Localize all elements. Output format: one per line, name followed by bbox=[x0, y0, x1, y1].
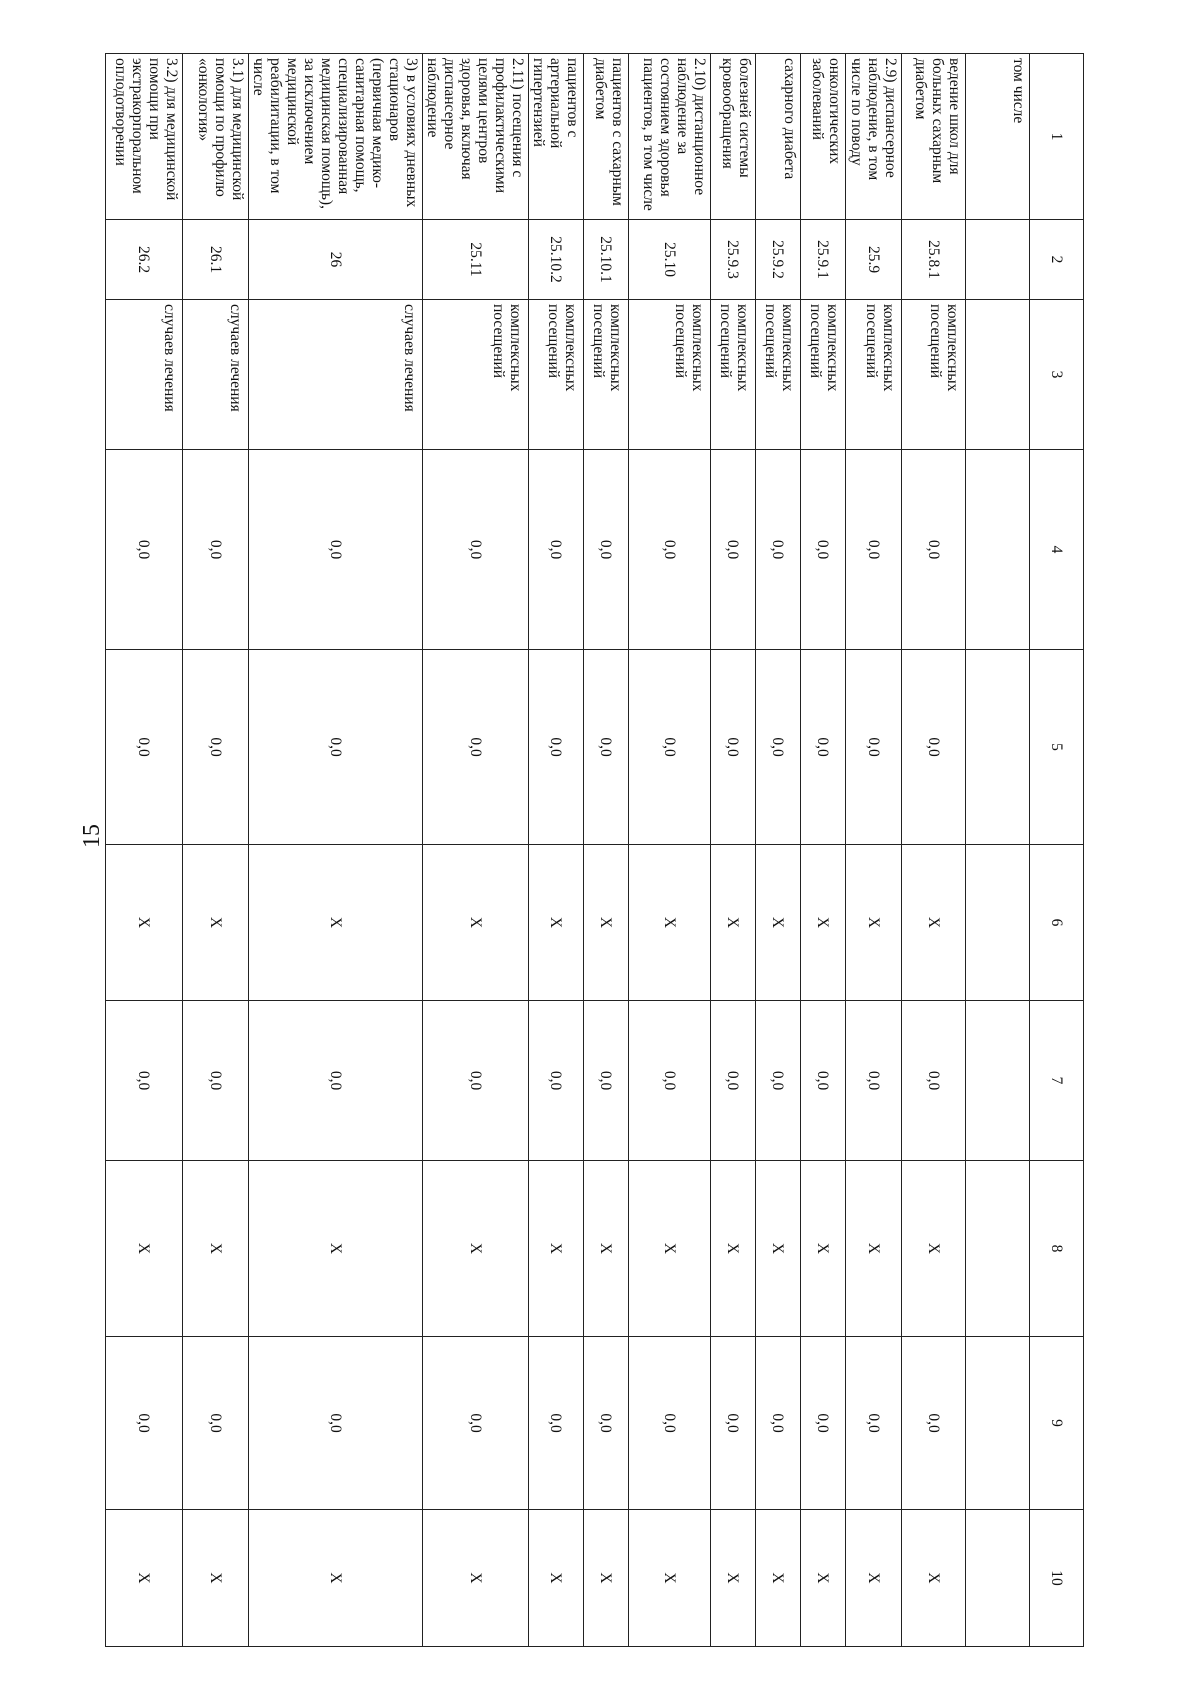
cell-col9: 0,0 bbox=[711, 1337, 756, 1510]
table-row bbox=[801, 54, 846, 1647]
table-container bbox=[112, 53, 1084, 1646]
cell-name: сахарного диабета bbox=[756, 54, 801, 220]
cell-col8: X bbox=[629, 1161, 711, 1337]
table-row bbox=[423, 54, 529, 1647]
cell-col10: X bbox=[423, 1510, 529, 1647]
table-row bbox=[629, 54, 711, 1647]
cell-col7: 0,0 bbox=[584, 1001, 629, 1161]
cell-col7: 0,0 bbox=[106, 1001, 183, 1161]
cell-name: пациентов с сахарным диабетом bbox=[584, 54, 629, 220]
cell-col8: X bbox=[529, 1161, 584, 1337]
table-row bbox=[966, 54, 1030, 1647]
cell-col9: 0,0 bbox=[584, 1337, 629, 1510]
cell-name: 2.9) диспансерное наблюдение, в том числе по поводу bbox=[846, 54, 902, 220]
data-table bbox=[105, 53, 1084, 1647]
cell-col5: 0,0 bbox=[423, 650, 529, 845]
cell-col5 bbox=[966, 650, 1030, 845]
header-cell-7: 7 bbox=[1030, 1001, 1084, 1161]
cell-col10: X bbox=[801, 1510, 846, 1647]
cell-col4: 0,0 bbox=[183, 450, 249, 650]
cell-col5: 0,0 bbox=[846, 650, 902, 845]
cell-col4: 0,0 bbox=[529, 450, 584, 650]
cell-name: 3) в условиях дневных стационаров (первичная медико-санитарная помощь, специализированная медицинская помощь), за исключением медицинской реабилитации, в том числе bbox=[249, 54, 423, 220]
header-row bbox=[1030, 54, 1084, 1647]
cell-unit: комплексных посещений bbox=[711, 300, 756, 450]
header-cell-5: 5 bbox=[1030, 650, 1084, 845]
cell-col6: X bbox=[756, 845, 801, 1001]
cell-col4 bbox=[966, 450, 1030, 650]
cell-col8: X bbox=[846, 1161, 902, 1337]
table-row bbox=[711, 54, 756, 1647]
cell-col6: X bbox=[529, 845, 584, 1001]
header-cell-4: 4 bbox=[1030, 450, 1084, 650]
cell-col10: X bbox=[106, 1510, 183, 1647]
cell-col10 bbox=[966, 1510, 1030, 1647]
cell-code: 25.10.1 bbox=[584, 220, 629, 300]
cell-col9: 0,0 bbox=[529, 1337, 584, 1510]
cell-col5: 0,0 bbox=[629, 650, 711, 845]
cell-col5: 0,0 bbox=[584, 650, 629, 845]
cell-col7: 0,0 bbox=[529, 1001, 584, 1161]
table-row bbox=[106, 54, 183, 1647]
cell-col6: X bbox=[846, 845, 902, 1001]
cell-code bbox=[966, 220, 1030, 300]
cell-code: 25.10 bbox=[629, 220, 711, 300]
cell-col4: 0,0 bbox=[846, 450, 902, 650]
rotated-table-frame bbox=[112, 53, 1084, 1646]
cell-name: 2.11) посещения с профилактическими целями центров здоровья, включая диспансерное наблюдение bbox=[423, 54, 529, 220]
cell-name: 3.2) для медицинской помощи при экстракорпоральном оплодотворении bbox=[106, 54, 183, 220]
table-row bbox=[529, 54, 584, 1647]
cell-col9: 0,0 bbox=[846, 1337, 902, 1510]
cell-code: 25.9.1 bbox=[801, 220, 846, 300]
cell-col9: 0,0 bbox=[183, 1337, 249, 1510]
cell-unit: комплексных посещений bbox=[902, 300, 966, 450]
cell-code: 26 bbox=[249, 220, 423, 300]
cell-col10: X bbox=[711, 1510, 756, 1647]
page-number: 15 bbox=[79, 824, 105, 848]
cell-col5: 0,0 bbox=[801, 650, 846, 845]
table-row bbox=[249, 54, 423, 1647]
cell-col6: X bbox=[711, 845, 756, 1001]
cell-col8: X bbox=[584, 1161, 629, 1337]
cell-col8: X bbox=[801, 1161, 846, 1337]
cell-col6: X bbox=[584, 845, 629, 1001]
header-cell-1: 1 bbox=[1030, 54, 1084, 220]
header-cell-2: 2 bbox=[1030, 220, 1084, 300]
cell-col6 bbox=[966, 845, 1030, 1001]
cell-col5: 0,0 bbox=[183, 650, 249, 845]
cell-col8 bbox=[966, 1161, 1030, 1337]
cell-unit: комплексных посещений bbox=[801, 300, 846, 450]
cell-col8: X bbox=[711, 1161, 756, 1337]
cell-col9: 0,0 bbox=[106, 1337, 183, 1510]
cell-col5: 0,0 bbox=[711, 650, 756, 845]
cell-col10: X bbox=[183, 1510, 249, 1647]
header-cell-10: 10 bbox=[1030, 1510, 1084, 1647]
cell-col7: 0,0 bbox=[629, 1001, 711, 1161]
cell-col9: 0,0 bbox=[801, 1337, 846, 1510]
cell-code: 26.1 bbox=[183, 220, 249, 300]
cell-col4: 0,0 bbox=[584, 450, 629, 650]
cell-col7: 0,0 bbox=[183, 1001, 249, 1161]
cell-name: болезней системы кровообращения bbox=[711, 54, 756, 220]
cell-code: 25.10.2 bbox=[529, 220, 584, 300]
cell-col4: 0,0 bbox=[629, 450, 711, 650]
cell-code: 25.11 bbox=[423, 220, 529, 300]
cell-col10: X bbox=[249, 1510, 423, 1647]
header-cell-6: 6 bbox=[1030, 845, 1084, 1001]
cell-col5: 0,0 bbox=[249, 650, 423, 845]
table-row bbox=[584, 54, 629, 1647]
cell-col6: X bbox=[423, 845, 529, 1001]
cell-code: 25.9.3 bbox=[711, 220, 756, 300]
cell-col7: 0,0 bbox=[801, 1001, 846, 1161]
cell-col5: 0,0 bbox=[756, 650, 801, 845]
cell-col6: X bbox=[801, 845, 846, 1001]
cell-name: ведение школ для больных сахарным диабетом bbox=[902, 54, 966, 220]
cell-unit: случаев лечения bbox=[249, 300, 423, 450]
cell-col4: 0,0 bbox=[711, 450, 756, 650]
cell-col7: 0,0 bbox=[249, 1001, 423, 1161]
cell-col8: X bbox=[756, 1161, 801, 1337]
cell-col5: 0,0 bbox=[529, 650, 584, 845]
cell-unit: комплексных посещений bbox=[756, 300, 801, 450]
cell-unit: комплексных посещений bbox=[629, 300, 711, 450]
header-cell-8: 8 bbox=[1030, 1161, 1084, 1337]
cell-unit bbox=[966, 300, 1030, 450]
cell-unit: комплексных посещений bbox=[584, 300, 629, 450]
cell-name: том числе bbox=[966, 54, 1030, 220]
cell-col4: 0,0 bbox=[756, 450, 801, 650]
cell-col6: X bbox=[902, 845, 966, 1001]
cell-col10: X bbox=[529, 1510, 584, 1647]
cell-unit: комплексных посещений bbox=[846, 300, 902, 450]
cell-col7: 0,0 bbox=[711, 1001, 756, 1161]
cell-col9: 0,0 bbox=[423, 1337, 529, 1510]
cell-col10: X bbox=[902, 1510, 966, 1647]
cell-col6: X bbox=[629, 845, 711, 1001]
cell-col4: 0,0 bbox=[423, 450, 529, 650]
cell-col4: 0,0 bbox=[801, 450, 846, 650]
cell-col8: X bbox=[423, 1161, 529, 1337]
cell-unit: комплексных посещений bbox=[423, 300, 529, 450]
cell-col7: 0,0 bbox=[423, 1001, 529, 1161]
cell-unit: комплексных посещений bbox=[529, 300, 584, 450]
cell-col9: 0,0 bbox=[629, 1337, 711, 1510]
cell-col7 bbox=[966, 1001, 1030, 1161]
cell-col7: 0,0 bbox=[756, 1001, 801, 1161]
cell-name: 3.1) для медицинской помощи по профилю «онкология» bbox=[183, 54, 249, 220]
cell-name: онкологических заболеваний bbox=[801, 54, 846, 220]
cell-name: пациентов с артериальной гипертензией bbox=[529, 54, 584, 220]
cell-col5: 0,0 bbox=[902, 650, 966, 845]
cell-code: 25.9.2 bbox=[756, 220, 801, 300]
cell-col9: 0,0 bbox=[756, 1337, 801, 1510]
cell-col6: X bbox=[249, 845, 423, 1001]
cell-col4: 0,0 bbox=[249, 450, 423, 650]
header-cell-3: 3 bbox=[1030, 300, 1084, 450]
cell-col4: 0,0 bbox=[106, 450, 183, 650]
table-row bbox=[183, 54, 249, 1647]
cell-col8: X bbox=[183, 1161, 249, 1337]
table-row bbox=[756, 54, 801, 1647]
cell-col6: X bbox=[106, 845, 183, 1001]
cell-col9 bbox=[966, 1337, 1030, 1510]
cell-col8: X bbox=[249, 1161, 423, 1337]
cell-col8: X bbox=[902, 1161, 966, 1337]
cell-col6: X bbox=[183, 845, 249, 1001]
cell-code: 25.8.1 bbox=[902, 220, 966, 300]
cell-col10: X bbox=[846, 1510, 902, 1647]
cell-unit: случаев лечения bbox=[183, 300, 249, 450]
cell-col10: X bbox=[584, 1510, 629, 1647]
cell-col8: X bbox=[106, 1161, 183, 1337]
cell-col10: X bbox=[629, 1510, 711, 1647]
cell-col7: 0,0 bbox=[902, 1001, 966, 1161]
cell-code: 25.9 bbox=[846, 220, 902, 300]
cell-col5: 0,0 bbox=[106, 650, 183, 845]
cell-col7: 0,0 bbox=[846, 1001, 902, 1161]
cell-unit: случаев лечения bbox=[106, 300, 183, 450]
cell-col9: 0,0 bbox=[902, 1337, 966, 1510]
table-body bbox=[106, 54, 1084, 1647]
cell-name: 2.10) дистанционное наблюдение за состоянием здоровья пациентов, в том числе bbox=[629, 54, 711, 220]
table-row bbox=[902, 54, 966, 1647]
cell-col10: X bbox=[756, 1510, 801, 1647]
header-cell-9: 9 bbox=[1030, 1337, 1084, 1510]
cell-col9: 0,0 bbox=[249, 1337, 423, 1510]
cell-code: 26.2 bbox=[106, 220, 183, 300]
cell-col4: 0,0 bbox=[902, 450, 966, 650]
table-row bbox=[846, 54, 902, 1647]
